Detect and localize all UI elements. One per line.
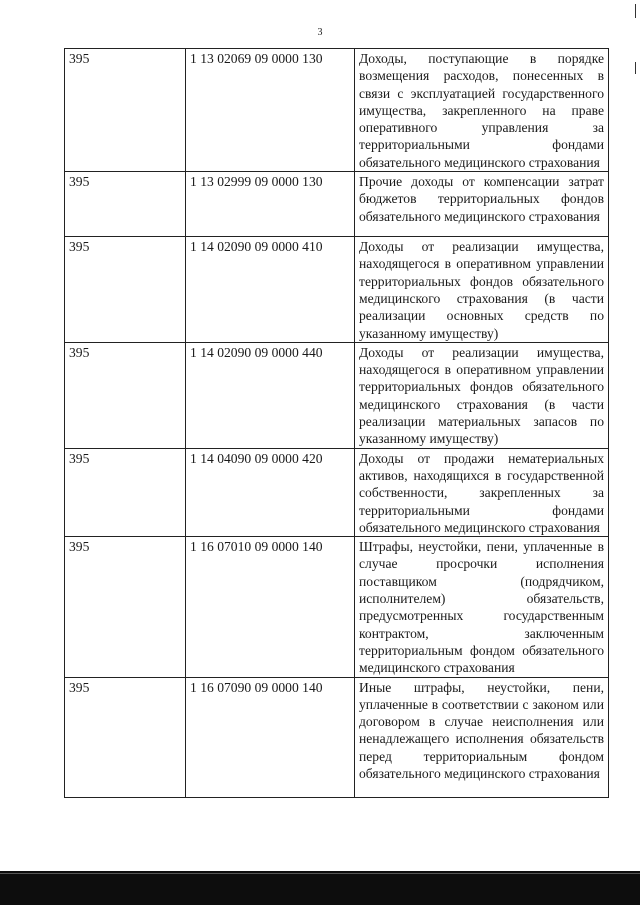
budget-code-cell: 1 14 02090 09 0000 410 [186,237,355,343]
revenue-name-cell: Доходы от реализации имущества, находящегося в оперативном управлении территориальных фондов обязательного медицинского страхования (в части реализации материальных запасов по указанному имуществу) [355,342,609,448]
revenue-name-cell: Иные штрафы, неустойки, пени, уплаченные в соответствии с законом или договором в случае неисполнения или ненадлежащего исполнения обязательств перед территориальным фондом обязательного медицинского страхования [355,677,609,797]
admin-code-cell: 395 [65,537,186,677]
admin-code-cell: 395 [65,172,186,237]
admin-code-cell: 395 [65,237,186,343]
budget-code-cell: 1 16 07010 09 0000 140 [186,537,355,677]
budget-code-cell: 1 14 02090 09 0000 440 [186,342,355,448]
table-row [65,537,609,677]
table-row [65,342,609,448]
table-row [65,677,609,797]
table-row [65,448,609,536]
scan-bottom-border [0,871,640,905]
admin-code-cell: 395 [65,677,186,797]
budget-code-cell: 1 14 04090 09 0000 420 [186,448,355,536]
revenue-name-cell: Доходы от реализации имущества, находящегося в оперативном управлении территориальных фондов обязательного медицинского страхования (в части реализации основных средств по указанному имуществу) [355,237,609,343]
admin-code-cell: 395 [65,342,186,448]
revenue-name-cell: Доходы, поступающие в порядке возмещения расходов, понесенных в связи с эксплуатацией государственного имущества, закрепленного на праве оперативного управления за территориальными фондами обязательного медицинского страхования [355,49,609,172]
budget-code-cell: 1 16 07090 09 0000 140 [186,677,355,797]
table-row [65,49,609,172]
scan-border-line [0,873,640,874]
budget-code-cell: 1 13 02999 09 0000 130 [186,172,355,237]
revenue-name-cell: Штрафы, неустойки, пени, уплаченные в случае просрочки исполнения поставщиком (подрядчиком, исполнителем) обязательств, предусмотренных государственным контрактом, заключенным территориальным фондом обязательного медицинского страхования [355,537,609,677]
budget-code-cell: 1 13 02069 09 0000 130 [186,49,355,172]
revenue-name-cell: Прочие доходы от компенсации затрат бюджетов территориальных фондов обязательного медицинского страхования [355,172,609,237]
page-number: 3 [317,27,323,38]
scan-edge-mark [635,4,636,18]
admin-code-cell: 395 [65,448,186,536]
revenue-codes-table [64,48,609,798]
table-row [65,237,609,343]
admin-code-cell: 395 [65,49,186,172]
table-row [65,172,609,237]
scan-edge-mark [635,62,636,74]
revenue-name-cell: Доходы от продажи нематериальных активов, находящихся в государственной собственности, закрепленных за территориальными фондами обязательного медицинского страхования [355,448,609,536]
